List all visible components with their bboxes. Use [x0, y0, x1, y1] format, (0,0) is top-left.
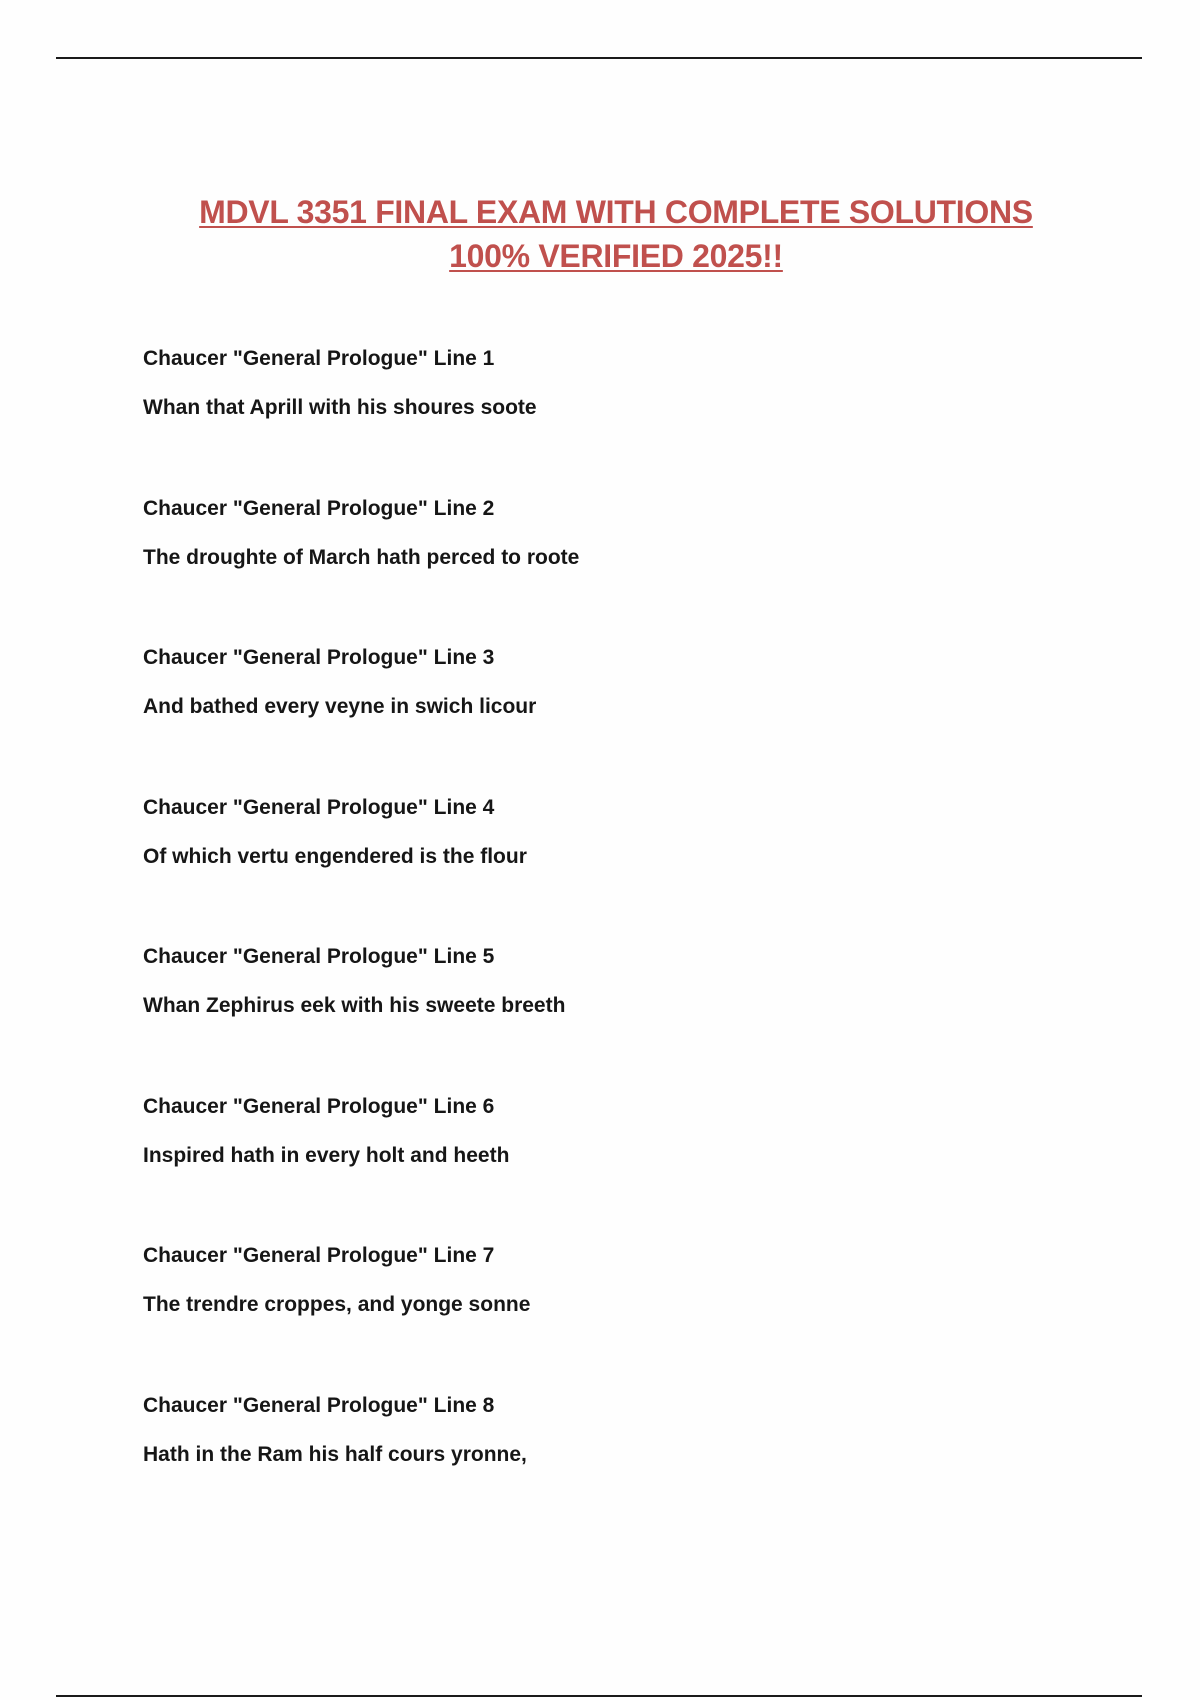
answer-text: The trendre croppes, and yonge sonne — [143, 1293, 531, 1316]
question-text: Chaucer "General Prologue" Line 2 — [143, 496, 495, 520]
header-rule — [56, 57, 1142, 59]
qa-item — [143, 795, 1103, 945]
footer-rule — [56, 1695, 1142, 1697]
qa-item — [143, 1393, 1103, 1543]
answer-text: The droughte of March hath perced to roote — [143, 545, 580, 569]
answer-text: And bathed every veyne in swich licour — [143, 695, 537, 718]
title-line-2: 100% VERIFIED 2025!! — [449, 238, 783, 274]
answer-text: Hath in the Ram his half cours yronne, — [143, 1442, 527, 1466]
question-text: Chaucer "General Prologue" Line 8 — [143, 1393, 495, 1417]
qa-item — [143, 346, 1103, 496]
qa-item — [143, 1243, 1103, 1393]
question-text: Chaucer "General Prologue" Line 5 — [143, 945, 495, 968]
question-text: Chaucer "General Prologue" Line 7 — [143, 1244, 495, 1267]
question-text: Chaucer "General Prologue" Line 4 — [143, 795, 495, 819]
answer-text: Whan that Aprill with his shoures soote — [143, 396, 537, 419]
title-line-1: MDVL 3351 FINAL EXAM WITH COMPLETE SOLUTIONS — [199, 194, 1033, 230]
document-title — [0, 190, 1200, 278]
question-text: Chaucer "General Prologue" Line 6 — [143, 1094, 495, 1118]
answer-text: Whan Zephirus eek with his sweete breeth — [143, 994, 566, 1017]
question-text: Chaucer "General Prologue" Line 1 — [143, 347, 495, 370]
qa-item — [143, 496, 1103, 646]
qa-item — [143, 1094, 1103, 1244]
qa-item — [143, 645, 1103, 795]
answer-text: Inspired hath in every holt and heeth — [143, 1143, 510, 1167]
qa-list — [143, 346, 1103, 1542]
question-text: Chaucer "General Prologue" Line 3 — [143, 646, 495, 669]
answer-text: Of which vertu engendered is the flour — [143, 844, 527, 868]
qa-item — [143, 944, 1103, 1094]
